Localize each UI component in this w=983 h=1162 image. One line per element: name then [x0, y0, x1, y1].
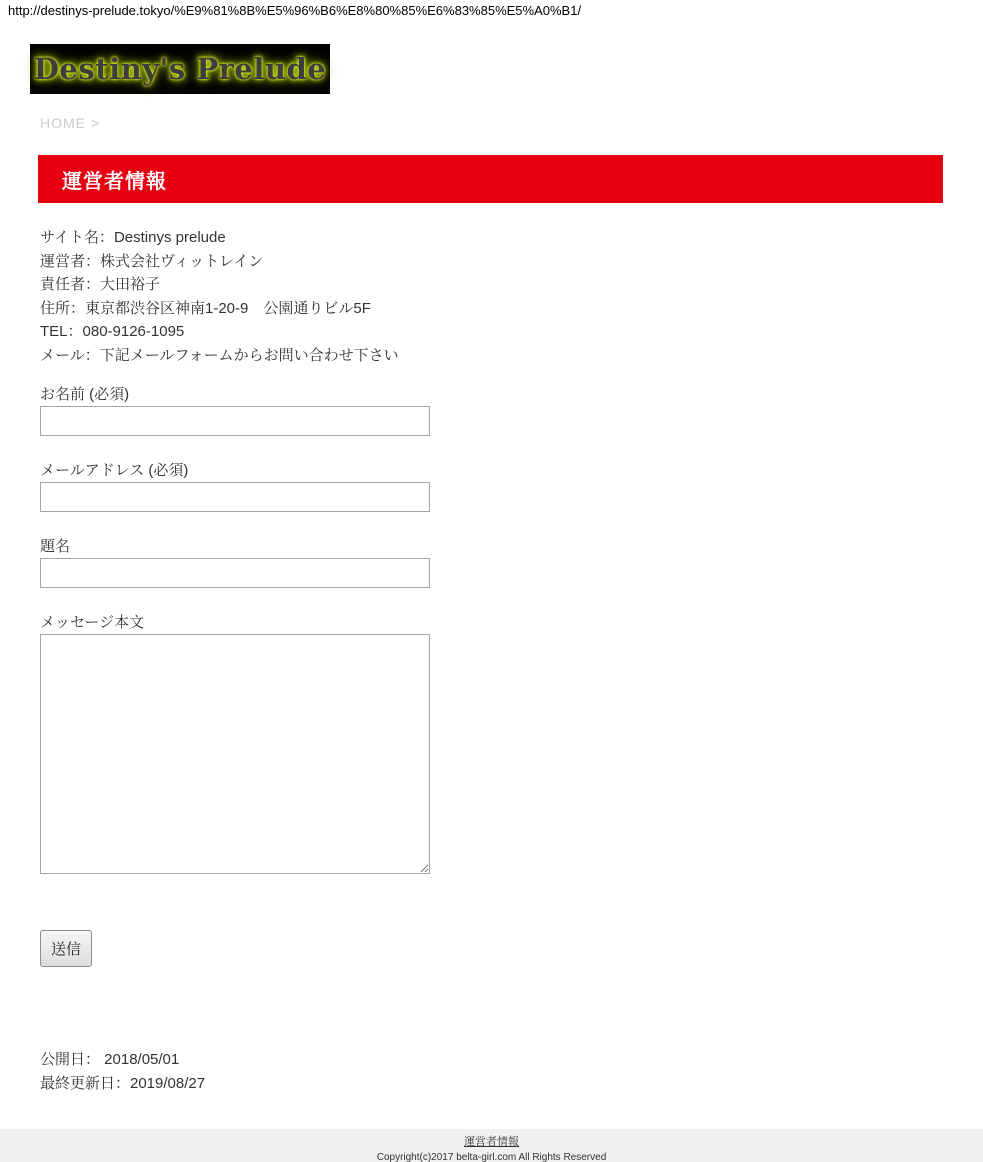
footer-operator-info-link[interactable]: 運営者情報: [464, 1136, 519, 1148]
name-input[interactable]: [40, 406, 430, 436]
page-url: http://destinys-prelude.tokyo/%E9%81%8B%E5%96%B6%E8%80%85%E6%83%85%E5%A0%B1/: [8, 3, 582, 18]
site-info-responsible-person: 責任者：大田裕子: [40, 276, 161, 293]
footer: [0, 1129, 983, 1162]
site-logo-text: Destiny's Prelude: [33, 52, 327, 86]
updated-date: 最終更新日：2019/08/27: [40, 1074, 206, 1092]
email-field-label: メールアドレス (必須): [40, 462, 189, 479]
contact-form: [40, 384, 540, 967]
subject-field-group: [40, 536, 540, 588]
subject-field-label: 題名: [40, 538, 71, 555]
site-info-operator: 運営者：株式会社ヴィットレイン: [40, 252, 264, 270]
site-logo[interactable]: [30, 44, 330, 94]
breadcrumb-separator: >: [90, 115, 101, 131]
name-field-label: お名前 (必須): [40, 386, 130, 403]
name-field-group: [40, 384, 540, 436]
breadcrumb: [40, 115, 100, 131]
email-input[interactable]: [40, 482, 430, 512]
copyright-text: Copyright(c)2017 belta-girl.com All Rights Reserved: [376, 1152, 607, 1162]
page-meta: [40, 1048, 205, 1095]
message-field-label: メッセージ本文: [40, 614, 145, 631]
site-info-tel: TEL：080-9126-1095: [40, 323, 185, 340]
site-info-mail-note: メール：下記メールフォームからお問い合わせ下さい: [40, 346, 399, 364]
site-info: [40, 226, 943, 367]
site-info-address: 住所：東京都渋谷区神南1-20-9 公園通りビル5F: [40, 299, 371, 317]
page-title-bar: [38, 155, 943, 203]
email-field-group: [40, 460, 540, 512]
submit-button[interactable]: 送信: [40, 930, 92, 967]
subject-input[interactable]: [40, 558, 430, 588]
message-field-group: [40, 612, 540, 879]
published-date: 公開日： 2018/05/01: [40, 1051, 180, 1068]
site-info-site-name: サイト名：Destinys prelude: [40, 229, 226, 246]
message-textarea[interactable]: [40, 634, 430, 874]
page-title: 運営者情報: [62, 170, 167, 193]
breadcrumb-home-link[interactable]: HOME: [40, 115, 86, 131]
